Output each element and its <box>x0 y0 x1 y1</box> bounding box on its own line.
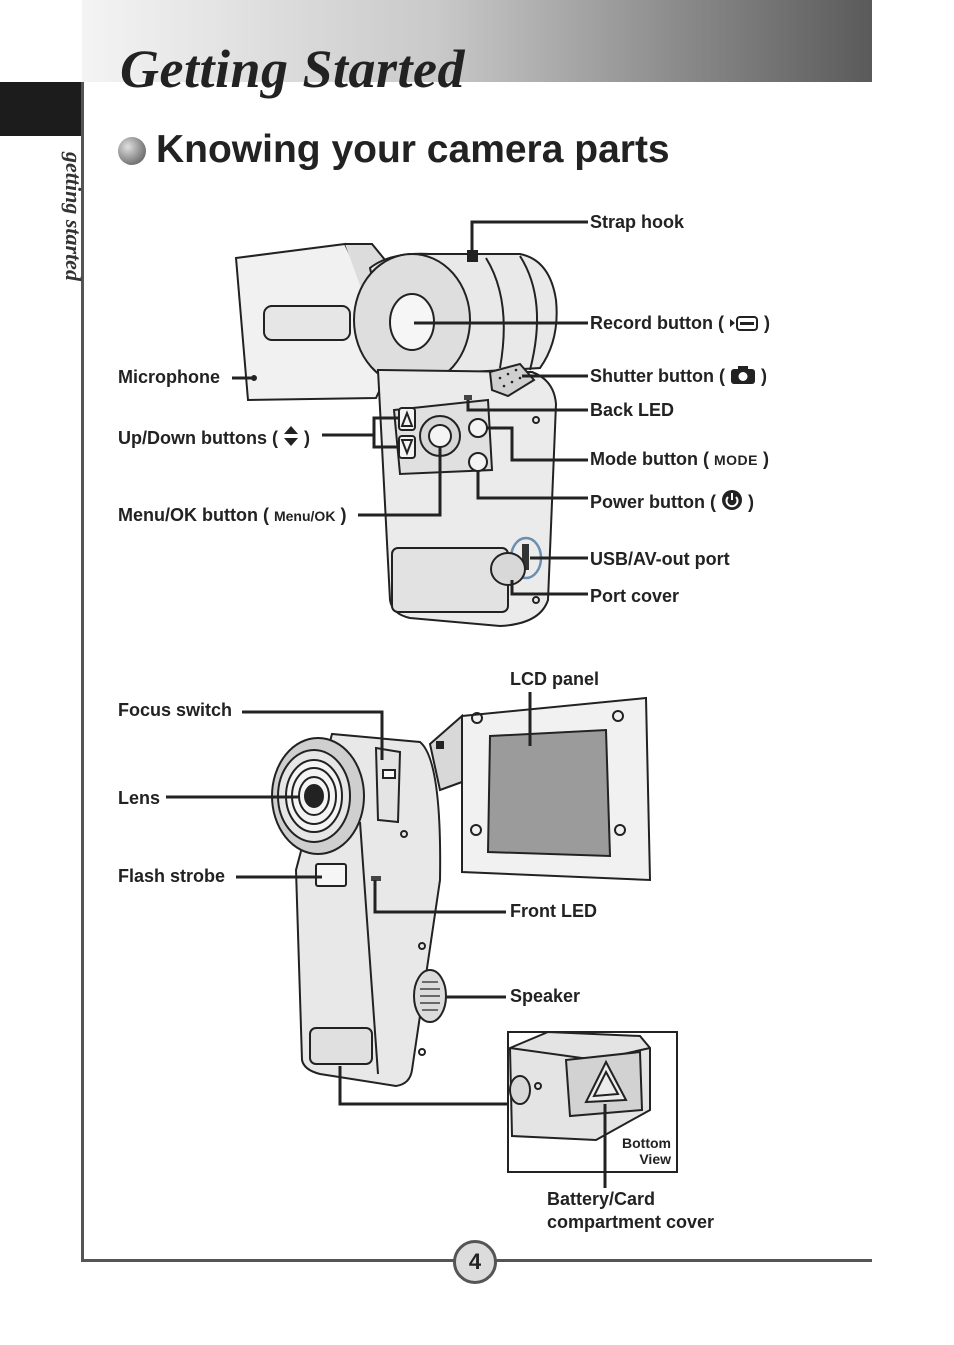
up-down-arrows-icon <box>283 425 299 447</box>
label-back-led: Back LED <box>590 400 675 420</box>
page-number: 4 <box>453 1240 497 1284</box>
side-label: getting started <box>61 152 86 281</box>
bottom-view-line2: View <box>639 1151 671 1167</box>
label-focus-switch: Focus switch <box>118 700 233 720</box>
label-lens: Lens <box>118 788 161 808</box>
power-close-paren: ) <box>748 492 755 512</box>
section-title: Knowing your camera parts <box>156 128 670 171</box>
label-lcd-panel: LCD panel <box>510 669 600 689</box>
label-microphone: Microphone <box>118 367 220 387</box>
camera-front-illustration <box>272 698 650 1086</box>
label-strap-hook: Strap hook <box>590 212 685 232</box>
camera-icon <box>730 365 756 385</box>
label-mode-button <box>590 449 769 470</box>
label-shutter-button <box>590 365 767 387</box>
menu-ok-glyph: Menu/OK <box>273 508 336 524</box>
power-icon <box>721 489 743 511</box>
bottom-view-caption <box>600 1135 671 1167</box>
label-menu-ok-button <box>118 505 346 526</box>
label-up-down-buttons <box>118 425 310 449</box>
label-record-button-text: Record button ( <box>590 313 724 333</box>
label-speaker: Speaker <box>510 986 581 1006</box>
label-battery-cover-line1: Battery/Card <box>547 1189 656 1209</box>
label-mode-button-text: Mode button ( <box>590 449 709 469</box>
label-up-down-buttons-text: Up/Down buttons ( <box>118 428 278 448</box>
label-battery-cover <box>547 1188 714 1234</box>
label-port-cover: Port cover <box>590 586 680 606</box>
mode-glyph: MODE <box>713 452 758 468</box>
label-usb-port: USB/AV-out port <box>590 549 730 569</box>
updown-close-paren: ) <box>304 428 310 448</box>
label-front-led: Front LED <box>510 901 597 921</box>
mode-close-paren: ) <box>763 449 769 469</box>
label-battery-cover-line2: compartment cover <box>547 1212 715 1232</box>
shutter-close-paren: ) <box>761 366 767 386</box>
label-flash-strobe: Flash strobe <box>118 866 226 886</box>
label-shutter-button-text: Shutter button ( <box>590 366 725 386</box>
record-icon <box>729 314 759 332</box>
record-close-paren: ) <box>764 313 771 333</box>
label-power-button-text: Power button ( <box>590 492 716 512</box>
label-power-button <box>590 489 754 513</box>
menuok-close-paren: ) <box>340 505 347 525</box>
label-menu-ok-button-text: Menu/OK button ( <box>118 505 269 525</box>
bottom-view-line1: Bottom <box>622 1135 671 1151</box>
page-title: Getting Started <box>120 39 466 99</box>
label-record-button <box>590 313 770 334</box>
